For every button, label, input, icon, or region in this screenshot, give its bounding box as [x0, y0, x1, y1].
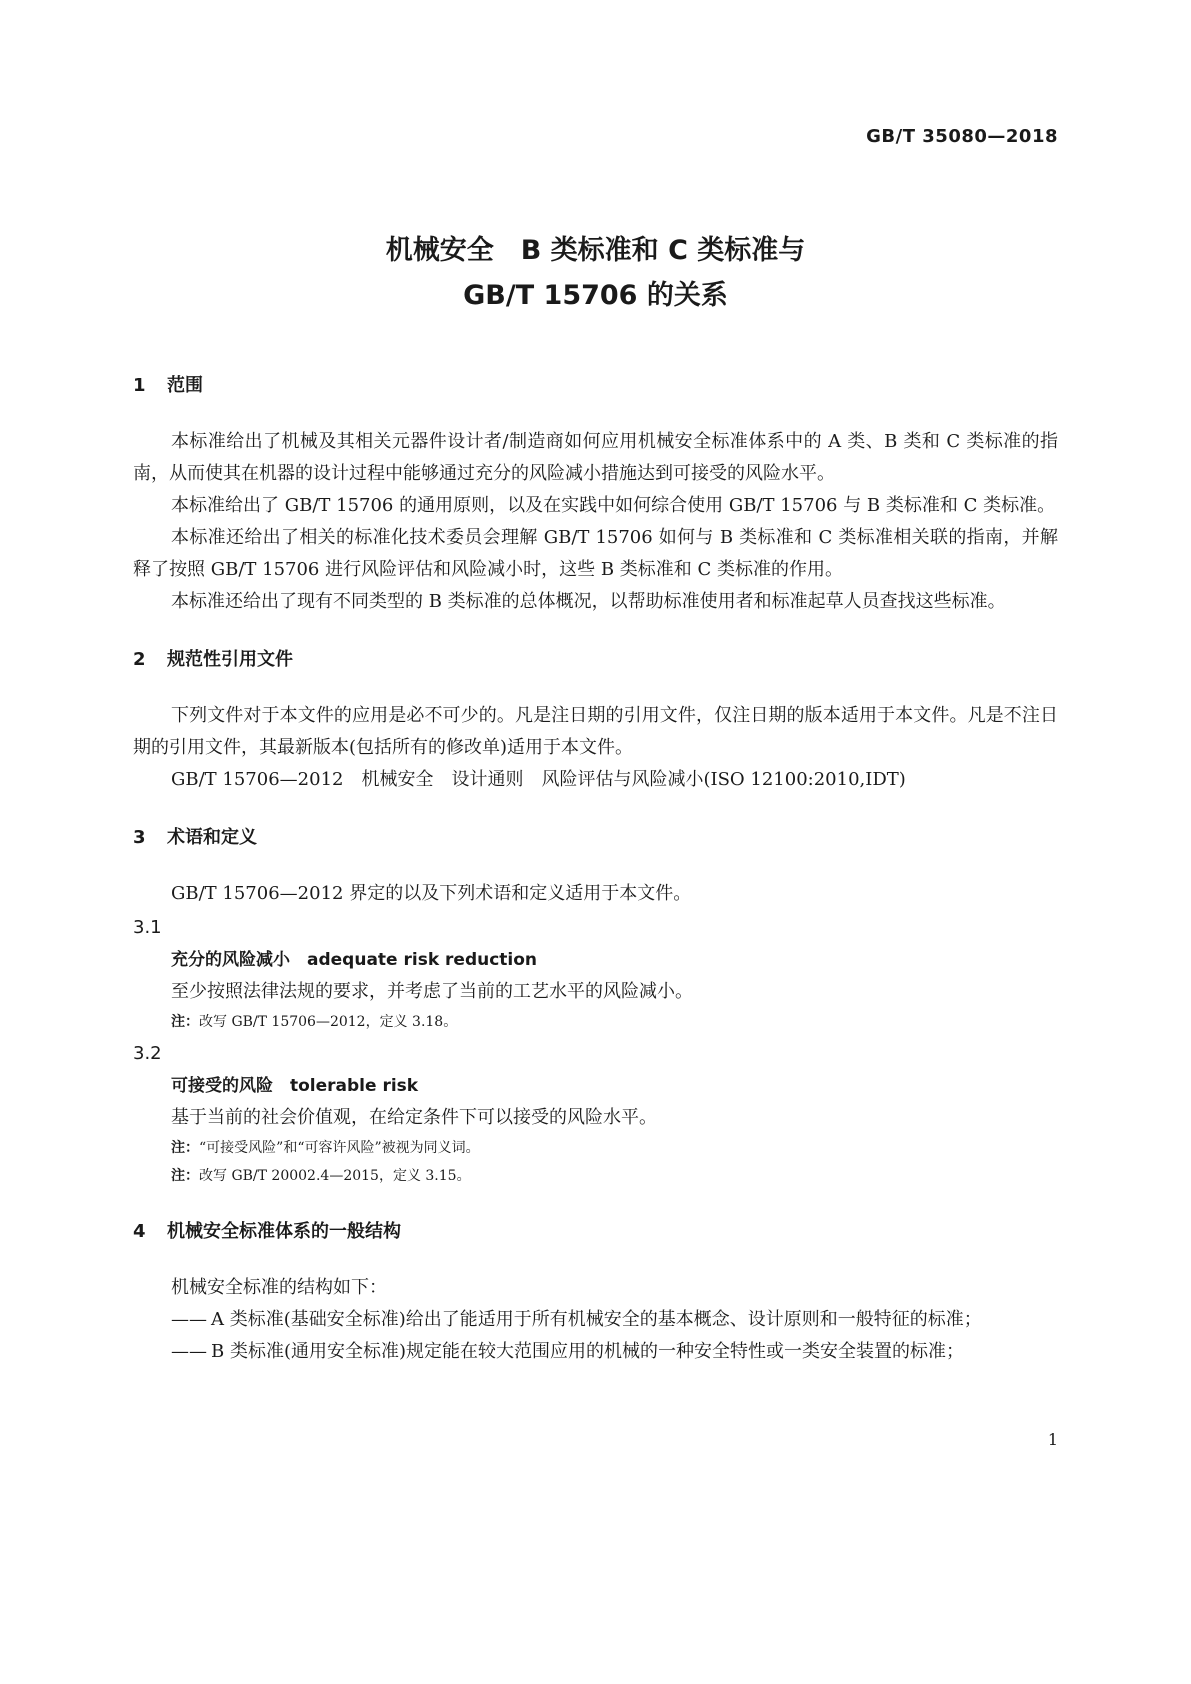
- section-title: 范围: [167, 375, 203, 396]
- list-item: [133, 1336, 1058, 1368]
- note-label: 注：: [171, 1168, 199, 1184]
- section-number: 4: [133, 1221, 146, 1242]
- list-item-text: A 类标准(基础安全标准)给出了能适用于所有机械安全的基本概念、设计原则和一般特征的标准；: [211, 1309, 982, 1330]
- title-line-2: GB/T 15706 的关系: [463, 280, 728, 311]
- paragraph: 本标准给出了机械及其相关元器件设计者/制造商如何应用机械安全标准体系中的 A 类、B 类和 C 类标准的指南，从而使其在机器的设计过程中能够通过充分的风险减小措施达到可接受的风险水平。: [133, 431, 1058, 484]
- section-number: 2: [133, 649, 146, 670]
- term-number: 3.2: [133, 1043, 162, 1064]
- paragraph: 下列文件对于本文件的应用是必不可少的。凡是注日期的引用文件，仅注日期的版本适用于本文件。凡是不注日期的引用文件，其最新版本(包括所有的修改单)适用于本文件。: [133, 705, 1058, 758]
- term-name: 充分的风险减小 adequate risk reduction: [171, 950, 538, 970]
- term-note: [133, 1134, 1058, 1162]
- section-heading-scope: [133, 370, 1058, 402]
- list-item: [133, 1304, 1058, 1336]
- list-dash: ——: [171, 1341, 207, 1362]
- term-note: [133, 1008, 1058, 1036]
- normative-reference: GB/T 15706—2012 机械安全 设计通则 风险评估与风险减小(ISO 12100:2010,IDT): [171, 769, 906, 790]
- page-number: 1: [1047, 1430, 1058, 1449]
- section-title: 术语和定义: [167, 827, 257, 848]
- note-text: 改写 GB/T 15706—2012，定义 3.18。: [199, 1014, 458, 1030]
- term-definition: 基于当前的社会价值观，在给定条件下可以接受的风险水平。: [171, 1107, 657, 1128]
- document-body: [133, 370, 1058, 1368]
- paragraph: 本标准给出了 GB/T 15706 的通用原则，以及在实践中如何综合使用 GB/T 15706 与 B 类标准和 C 类标准。: [171, 495, 1056, 516]
- section-title: 规范性引用文件: [167, 649, 293, 670]
- section-heading-terms-definitions: [133, 822, 1058, 854]
- note-label: 注：: [171, 1014, 199, 1030]
- paragraph: 本标准还给出了相关的标准化技术委员会理解 GB/T 15706 如何与 B 类标准和 C 类标准相关联的指南，并解释了按照 GB/T 15706 进行风险评估和风险减小时，这些 B 类标准和 C 类标准的作用。: [133, 527, 1058, 580]
- note-text: “可接受风险”和“可容许风险”被视为同义词。: [199, 1140, 480, 1156]
- term-number: 3.1: [133, 917, 162, 938]
- term-note: [133, 1162, 1058, 1190]
- document-title: [0, 228, 1191, 318]
- section-title: 机械安全标准体系的一般结构: [167, 1221, 401, 1242]
- section-number: 1: [133, 375, 146, 396]
- section-heading-general-structure: [133, 1216, 1058, 1248]
- paragraph: 本标准还给出了现有不同类型的 B 类标准的总体概况，以帮助标准使用者和标准起草人员查找这些标准。: [171, 591, 1006, 612]
- section-number: 3: [133, 827, 146, 848]
- list-item-text: B 类标准(通用安全标准)规定能在较大范围应用的机械的一种安全特性或一类安全装置的标准；: [211, 1341, 964, 1362]
- term-definition: 至少按照法律法规的要求，并考虑了当前的工艺水平的风险减小。: [171, 981, 693, 1002]
- note-text: 改写 GB/T 20002.4—2015，定义 3.15。: [199, 1168, 471, 1184]
- term-name: 可接受的风险 tolerable risk: [171, 1076, 419, 1096]
- paragraph: GB/T 15706—2012 界定的以及下列术语和定义适用于本文件。: [171, 883, 692, 904]
- title-line-1: 机械安全 B 类标准和 C 类标准与: [385, 235, 806, 266]
- section-heading-normative-references: [133, 644, 1058, 676]
- standard-code: GB/T 35080—2018: [866, 126, 1058, 147]
- paragraph: 机械安全标准的结构如下：: [171, 1277, 387, 1298]
- list-dash: ——: [171, 1309, 207, 1330]
- note-label: 注：: [171, 1140, 199, 1156]
